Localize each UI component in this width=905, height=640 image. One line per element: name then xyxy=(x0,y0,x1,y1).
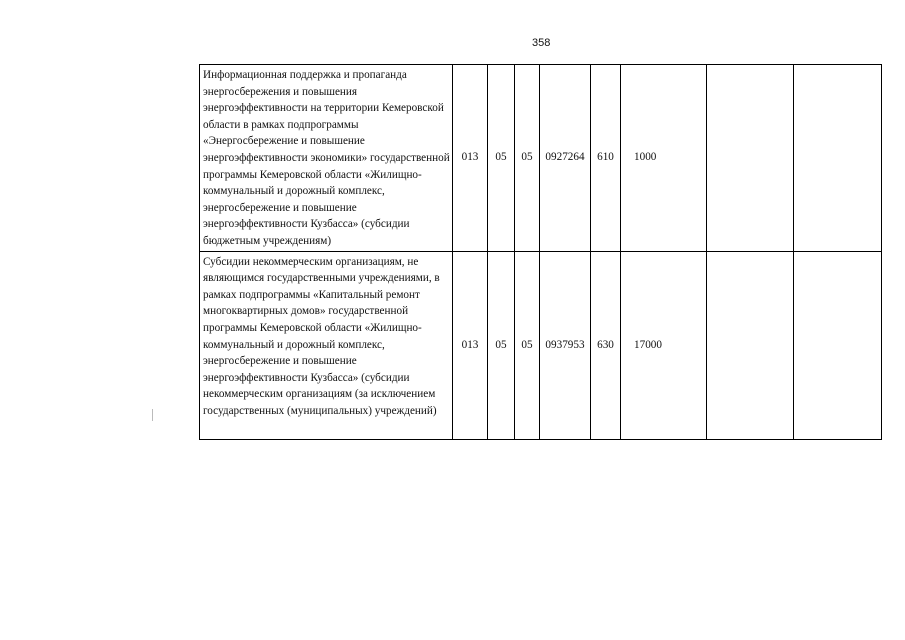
ministry-code: 013 xyxy=(453,65,488,252)
expense-type-code: 610 xyxy=(591,65,621,252)
table-row xyxy=(200,65,882,252)
section-code: 05 xyxy=(488,251,515,439)
subsection-code: 05 xyxy=(515,251,540,439)
empty-cell xyxy=(707,65,794,252)
ministry-code: 013 xyxy=(453,251,488,439)
margin-mark xyxy=(152,409,153,421)
amount-cell: 17000 xyxy=(621,251,707,439)
target-article-code: 0937953 xyxy=(540,251,591,439)
subsection-code: 05 xyxy=(515,65,540,252)
empty-cell xyxy=(794,65,882,252)
page-number: 358 xyxy=(532,37,551,49)
empty-cell xyxy=(707,251,794,439)
empty-cell xyxy=(794,251,882,439)
table-row xyxy=(200,251,882,439)
section-code: 05 xyxy=(488,65,515,252)
expense-type-code: 630 xyxy=(591,251,621,439)
budget-table xyxy=(199,64,882,440)
target-article-code: 0927264 xyxy=(540,65,591,252)
amount-cell: 1000 xyxy=(621,65,707,252)
row-description: Информационная поддержка и пропаганда энергосбережения и повышения энергоэффективности на территории Кемеровской области в рамках подпрограммы «Энергосбережение и повышение энергоэффективности экономики» государственной программы Кемеровской области «Жилищно-коммунальный и дорожный комплекс, энергосбережение и повышение энергоэффективности Кузбасса» (субсидии бюджетным учреждениям) xyxy=(200,65,453,252)
row-description: Субсидии некоммерческим организациям, не являющимся государственными учреждениями, в рамках подпрограммы «Капитальный ремонт многоквартирных домов» государственной программы Кемеровской области «Жилищно-коммунальный и дорожный комплекс, энергосбережение и повышение энергоэффективности Кузбасса» (субсидии некоммерческим организациям (за исключением государственных (муниципальных) учреждений) xyxy=(200,251,453,439)
